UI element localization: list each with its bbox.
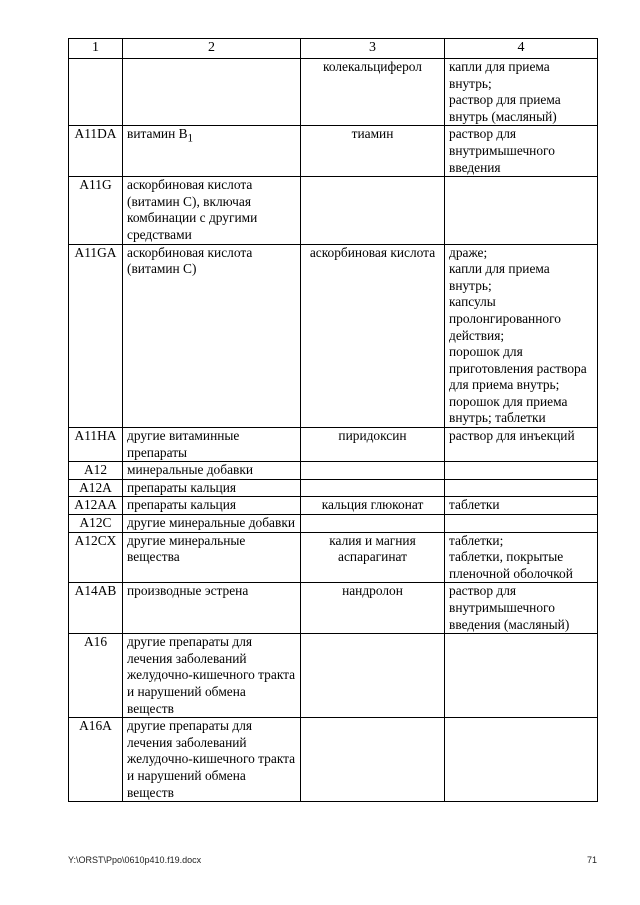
- dosage-form-cell: [445, 515, 598, 533]
- dosage-form-cell: [445, 177, 598, 244]
- header-col-4: 4: [445, 39, 598, 59]
- dosage-form-cell-text: таблетки: [449, 497, 500, 513]
- atc-code-cell: [69, 718, 123, 802]
- header-col-3: 3: [301, 39, 445, 59]
- group-name-cell: [123, 462, 301, 480]
- dosage-form-cell: [445, 59, 598, 126]
- atc-code-cell-text: A11HA: [74, 428, 117, 444]
- group-name-cell: [123, 126, 301, 177]
- atc-code-cell: [69, 532, 123, 583]
- dosage-form-cell-line: таблетки;: [449, 532, 504, 548]
- dosage-form-cell-line: капсулы пролонгированного действия;: [449, 294, 561, 343]
- group-name-cell: [123, 244, 301, 428]
- dosage-form-cell-line: капли для приема внутрь;: [449, 59, 550, 91]
- dosage-form-cell: [445, 126, 598, 177]
- group-name-cell: [123, 515, 301, 533]
- dosage-form-cell: [445, 718, 598, 802]
- group-name-cell-text: препараты кальция: [127, 479, 237, 495]
- substance-cell: [301, 718, 445, 802]
- dosage-form-cell: [445, 462, 598, 480]
- footer-page-number: 71: [586, 855, 597, 865]
- atc-code-cell-text: A12A: [79, 479, 112, 495]
- table-row: [69, 583, 598, 634]
- group-name-cell-text: другие препараты для лечения заболеваний желудочно-кишечного тракта и нарушений обмена веществ: [127, 718, 296, 800]
- atc-code-cell-text: A16A: [79, 718, 112, 734]
- group-name-cell: [123, 634, 301, 718]
- dosage-form-cell-text: раствор для внутримышечного введения: [449, 126, 555, 175]
- atc-code-cell-text: A11DA: [74, 126, 117, 142]
- substance-cell-text: кальция глюконат: [321, 497, 424, 513]
- dosage-form-cell: [445, 497, 598, 515]
- substance-cell: [301, 532, 445, 583]
- dosage-form-cell: [445, 532, 598, 583]
- atc-code-cell-text: A12AA: [74, 497, 117, 513]
- dosage-form-cell-line: раствор для приема внутрь (масляный): [449, 92, 561, 124]
- atc-code-cell: [69, 428, 123, 462]
- substance-cell: [301, 634, 445, 718]
- atc-code-cell: [69, 634, 123, 718]
- substance-cell-text: калия и магния аспарагинат: [329, 532, 416, 565]
- substance-cell: [301, 126, 445, 177]
- header-col-1: 1: [69, 39, 123, 59]
- dosage-form-cell: [445, 244, 598, 428]
- dosage-form-cell-text: раствор для инъекций: [449, 428, 575, 444]
- atc-code-cell-text: A16: [83, 634, 108, 650]
- substance-cell: [301, 244, 445, 428]
- group-name-cell-text: аскорбиновая кислота (витамин C): [127, 244, 253, 277]
- substance-cell: [301, 462, 445, 480]
- atc-code-cell-text: A12C: [79, 515, 112, 531]
- group-name-cell: [123, 583, 301, 634]
- table-row: [69, 59, 598, 126]
- atc-code-cell: [69, 177, 123, 244]
- atc-code-cell: [69, 497, 123, 515]
- drug-table: [68, 38, 598, 802]
- substance-cell-text: аскорбиновая кислота: [309, 244, 436, 260]
- table-row: [69, 244, 598, 428]
- atc-code-cell: [69, 515, 123, 533]
- dosage-form-cell: [445, 428, 598, 462]
- atc-code-cell: [69, 462, 123, 480]
- group-name-cell-text: другие витаминные препараты: [127, 428, 240, 460]
- dosage-form-cell: [445, 583, 598, 634]
- substance-cell-text: нандролон: [342, 583, 403, 599]
- table-row: [69, 532, 598, 583]
- table-row: [69, 497, 598, 515]
- dosage-form-cell-text: раствор для внутримышечного введения (масляный): [449, 583, 570, 632]
- dosage-form-cell-line: таблетки, покрытые пленочной оболочкой: [449, 549, 573, 581]
- group-name-cell: [123, 177, 301, 244]
- group-name-cell: [123, 428, 301, 462]
- atc-code-cell: [69, 59, 123, 126]
- atc-code-cell-text: A12CX: [74, 532, 117, 548]
- table-row: [69, 634, 598, 718]
- group-name-cell: [123, 59, 301, 126]
- dosage-form-cell-line: порошок для приготовления раствора для приема внутрь;: [449, 344, 587, 393]
- atc-code-cell-text: A11GA: [74, 244, 117, 260]
- substance-cell: [301, 428, 445, 462]
- dosage-form-cell-line: драже;: [449, 244, 488, 260]
- footer-file-path: Y:\ORST\Ppo\0610p410.f19.docx: [68, 855, 202, 865]
- substance-cell: [301, 515, 445, 533]
- substance-cell: [301, 497, 445, 515]
- group-name-cell: [123, 497, 301, 515]
- group-name-cell-text: минеральные добавки: [127, 462, 254, 478]
- subscript: 1: [187, 133, 194, 146]
- atc-code-cell: [69, 126, 123, 177]
- table-row: [69, 718, 598, 802]
- table-row: [69, 428, 598, 462]
- group-name-cell-text: аскорбиновая кислота (витамин C), включая комбинации с другими средствами: [127, 177, 258, 242]
- group-name-cell: [123, 532, 301, 583]
- dosage-form-cell: [445, 479, 598, 497]
- table-row: [69, 177, 598, 244]
- atc-code-cell: [69, 244, 123, 428]
- group-name-cell: [123, 718, 301, 802]
- group-name-cell-text: витамин B: [127, 126, 188, 142]
- atc-code-cell-text: A12: [83, 462, 108, 478]
- dosage-form-cell-line: порошок для приема внутрь; таблетки: [449, 393, 568, 426]
- table-row: [69, 126, 598, 177]
- atc-code-cell-text: A14AB: [74, 583, 117, 599]
- group-name-cell-text: другие препараты для лечения заболеваний желудочно-кишечного тракта и нарушений обмена веществ: [127, 634, 296, 716]
- substance-cell: [301, 59, 445, 126]
- atc-code-cell: [69, 479, 123, 497]
- table-row: [69, 515, 598, 533]
- group-name-cell-text: другие минеральные вещества: [127, 532, 246, 565]
- dosage-form-cell-line: капли для приема внутрь;: [449, 261, 550, 293]
- substance-cell: [301, 583, 445, 634]
- group-name-cell-text: производные эстрена: [127, 583, 249, 599]
- group-name-cell-text: другие минеральные добавки: [127, 515, 295, 531]
- header-col-2: 2: [123, 39, 301, 59]
- group-name-cell: [123, 479, 301, 497]
- substance-cell: [301, 177, 445, 244]
- substance-cell-text: тиамин: [351, 126, 394, 142]
- table-header-row: [69, 39, 598, 59]
- atc-code-cell-text: A11G: [79, 177, 112, 193]
- dosage-form-cell: [445, 634, 598, 718]
- atc-code-cell: [69, 583, 123, 634]
- table-row: [69, 479, 598, 497]
- table-row: [69, 462, 598, 480]
- substance-cell: [301, 479, 445, 497]
- group-name-cell-text: препараты кальция: [127, 497, 237, 513]
- substance-cell-text: колекальциферол: [323, 59, 422, 74]
- substance-cell-text: пиридоксин: [338, 428, 407, 444]
